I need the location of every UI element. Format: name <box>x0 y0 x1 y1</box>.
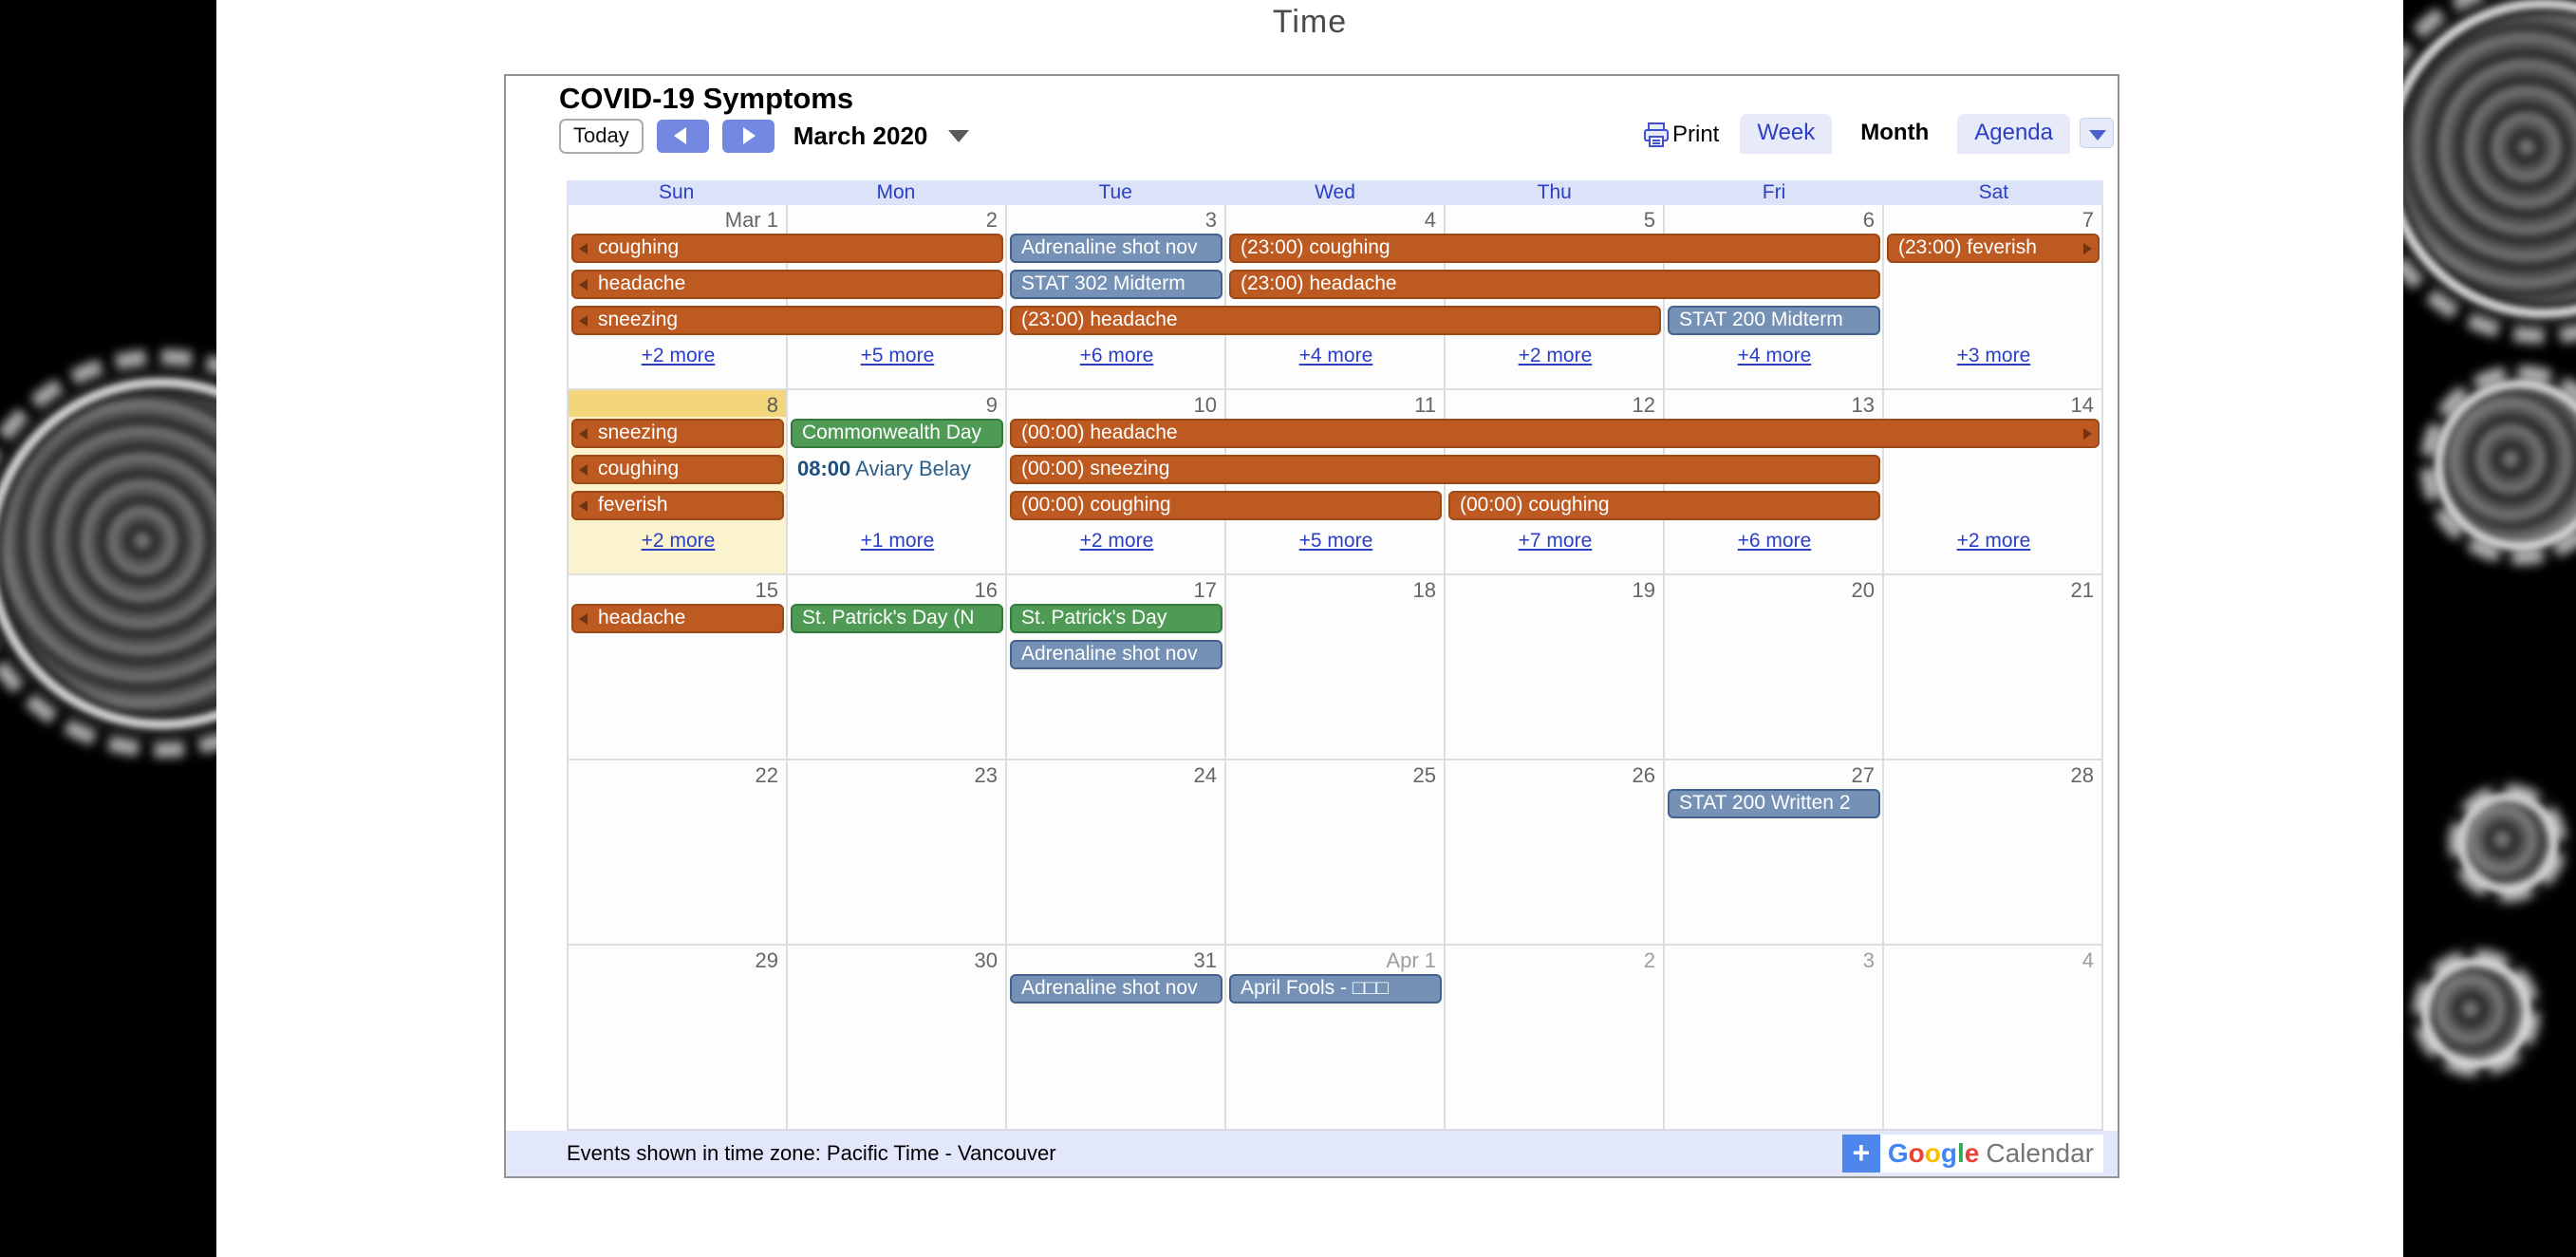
date-number[interactable]: 26 <box>1632 763 1655 787</box>
date-number[interactable]: 15 <box>755 578 778 602</box>
timed-event[interactable]: 08:00 Aviary Belay <box>796 457 972 480</box>
date-number[interactable]: 9 <box>985 393 998 417</box>
date-number[interactable]: 23 <box>974 763 998 787</box>
print-label: Print <box>1672 122 1720 147</box>
date-number[interactable]: 16 <box>974 578 998 602</box>
event-bar[interactable]: STAT 200 Written 2 <box>1668 789 1880 818</box>
day-header-row <box>567 180 2103 205</box>
event-bar[interactable]: (23:00) feverish <box>1887 234 2100 263</box>
event-bar[interactable]: (00:00) coughing <box>1010 491 1442 520</box>
right-black-panel <box>2403 0 2576 1257</box>
continues-left-icon <box>579 500 588 512</box>
event-bar[interactable]: sneezing <box>571 306 1003 335</box>
date-number[interactable]: 30 <box>974 948 998 972</box>
date-number[interactable]: 19 <box>1632 578 1655 602</box>
chevron-down-icon <box>2089 130 2106 141</box>
event-bar[interactable]: April Fools - □□□ <box>1229 974 1442 1004</box>
event-bar[interactable]: sneezing <box>571 419 784 448</box>
date-number[interactable]: 25 <box>1412 763 1436 787</box>
date-number[interactable]: 22 <box>755 763 778 787</box>
date-number[interactable]: 13 <box>1851 393 1875 417</box>
date-number[interactable]: 17 <box>1193 578 1217 602</box>
event-bar[interactable]: Adrenaline shot nov <box>1010 640 1223 669</box>
tab-agenda[interactable]: Agenda <box>1957 114 2070 154</box>
day-header-sat: Sat <box>1978 181 2009 203</box>
date-number[interactable]: 29 <box>755 948 778 972</box>
date-number[interactable]: 3 <box>1204 208 1217 232</box>
views-dropdown-button[interactable] <box>2080 118 2114 148</box>
google-logo-letter: e <box>1964 1138 1980 1168</box>
day-header-thu: Thu <box>1537 181 1572 203</box>
more-events-link[interactable]: +6 more <box>1079 345 1154 366</box>
google-logo-letter: g <box>1940 1138 1957 1168</box>
date-number[interactable]: 6 <box>1862 208 1875 232</box>
event-bar[interactable]: headache <box>571 270 1003 299</box>
document-page <box>216 0 2403 1257</box>
virus-image <box>2449 784 2567 902</box>
day-header-sun: Sun <box>658 181 695 203</box>
date-number[interactable]: 31 <box>1193 948 1217 972</box>
event-bar[interactable]: STAT 302 Midterm <box>1010 270 1223 299</box>
continues-left-icon <box>579 613 588 625</box>
chevron-left-icon <box>674 127 686 144</box>
date-number[interactable]: 20 <box>1851 578 1875 602</box>
date-number[interactable]: 4 <box>1424 208 1436 232</box>
date-number[interactable]: 21 <box>2070 578 2094 602</box>
event-bar[interactable]: headache <box>571 604 784 633</box>
more-events-link[interactable]: +4 more <box>1737 345 1812 366</box>
chevron-down-icon[interactable] <box>948 130 969 142</box>
google-logo-letter: o <box>1924 1138 1941 1168</box>
google-logo-letter: o <box>1908 1138 1925 1168</box>
more-events-link[interactable]: +7 more <box>1518 530 1593 552</box>
more-events-link[interactable]: +5 more <box>1298 530 1373 552</box>
print-button[interactable] <box>1642 121 1719 154</box>
event-bar[interactable]: Adrenaline shot nov <box>1010 974 1223 1004</box>
calendar-toolbar-right <box>1642 114 2114 154</box>
continues-left-icon <box>579 315 588 327</box>
more-events-link[interactable]: +2 more <box>641 345 716 366</box>
day-header-wed: Wed <box>1315 181 1355 203</box>
date-number[interactable]: 12 <box>1632 393 1655 417</box>
tab-week[interactable]: Week <box>1740 114 1832 154</box>
continues-left-icon <box>579 279 588 291</box>
date-number[interactable]: 2 <box>1643 948 1655 972</box>
date-number[interactable]: 4 <box>2081 948 2094 972</box>
date-number[interactable]: 27 <box>1851 763 1875 787</box>
continues-left-icon <box>579 428 588 440</box>
date-number[interactable]: 14 <box>2070 393 2094 417</box>
tab-month[interactable]: Month <box>1843 114 1946 154</box>
week-row-5 <box>567 946 2103 1131</box>
event-bar[interactable]: Adrenaline shot nov <box>1010 234 1223 263</box>
today-button[interactable]: Today <box>559 119 644 154</box>
date-number[interactable]: 11 <box>1414 393 1436 417</box>
day-header-mon: Mon <box>876 181 916 203</box>
event-bar[interactable]: coughing <box>571 455 784 484</box>
date-number[interactable]: 28 <box>2070 763 2094 787</box>
event-bar[interactable]: St. Patrick's Day (N <box>791 604 1003 633</box>
google-logo-letter: G <box>1887 1138 1909 1168</box>
week-row-1 <box>567 205 2103 390</box>
more-events-link[interactable]: +4 more <box>1298 345 1373 366</box>
printer-icon <box>1642 121 1671 149</box>
next-month-button[interactable] <box>722 120 775 153</box>
more-events-link[interactable]: +3 more <box>1956 345 2031 366</box>
more-events-link[interactable]: +1 more <box>860 530 935 552</box>
continues-right-icon <box>2083 428 2092 440</box>
event-bar[interactable]: coughing <box>571 234 1003 263</box>
more-events-link[interactable]: +2 more <box>1956 530 2031 552</box>
more-events-link[interactable]: +5 more <box>860 345 935 366</box>
event-bar[interactable]: St. Patrick's Day <box>1010 604 1223 633</box>
date-number[interactable]: 24 <box>1193 763 1217 787</box>
date-number[interactable]: 2 <box>985 208 998 232</box>
event-bar[interactable]: feverish <box>571 491 784 520</box>
continues-left-icon <box>579 464 588 476</box>
date-number[interactable]: 8 <box>569 390 786 417</box>
week-row-3 <box>567 575 2103 760</box>
calendar-title: COVID-19 Symptoms <box>559 82 854 115</box>
date-number[interactable]: Apr 1 <box>1386 948 1436 972</box>
day-header-tue: Tue <box>1098 181 1132 203</box>
calendar-toolbar-left <box>559 118 969 154</box>
event-bar[interactable]: Commonwealth Day <box>791 419 1003 448</box>
week-row-2 <box>567 390 2103 575</box>
more-events-link[interactable]: +6 more <box>1737 530 1812 552</box>
continues-left-icon <box>579 243 588 254</box>
timezone-note: Events shown in time zone: Pacific Time - Vancouver <box>567 1141 1056 1165</box>
date-number[interactable]: 5 <box>1643 208 1655 232</box>
event-bar[interactable]: (23:00) headache <box>1010 306 1661 335</box>
date-number[interactable]: Mar 1 <box>724 208 778 232</box>
page-title: Time <box>1272 4 1348 40</box>
date-number[interactable]: 10 <box>1193 393 1217 417</box>
virus-image <box>2413 949 2540 1077</box>
google-calendar-logo <box>1880 1135 2103 1173</box>
virus-image <box>2420 366 2576 565</box>
event-bar[interactable]: STAT 200 Midterm <box>1668 306 1880 335</box>
date-number[interactable]: 3 <box>1862 948 1875 972</box>
continues-right-icon <box>2083 243 2092 254</box>
google-calendar-badge[interactable] <box>1842 1135 2103 1173</box>
virus-image <box>2403 0 2576 344</box>
event-bar[interactable]: (00:00) sneezing <box>1010 455 1880 484</box>
day-header-fri: Fri <box>1762 181 1786 203</box>
calendar-footer <box>506 1131 2118 1176</box>
event-bar[interactable]: (23:00) headache <box>1229 270 1880 299</box>
prev-month-button[interactable] <box>657 120 709 153</box>
event-bar[interactable]: (00:00) headache <box>1010 419 2100 448</box>
virus-image <box>0 349 216 758</box>
google-calendar-embed <box>504 74 2119 1178</box>
current-month-label: March 2020 <box>793 121 928 150</box>
date-number[interactable]: 7 <box>2081 208 2094 232</box>
left-black-panel <box>0 0 216 1257</box>
month-grid <box>567 180 2103 1131</box>
google-logo-letter: l <box>1957 1138 1965 1168</box>
add-to-google-calendar-button[interactable]: + <box>1842 1135 1880 1173</box>
event-bar[interactable]: (00:00) coughing <box>1448 491 1880 520</box>
more-events-link[interactable]: +2 more <box>1518 345 1593 366</box>
week-row-4 <box>567 760 2103 946</box>
more-events-link[interactable]: +2 more <box>641 530 716 552</box>
event-bar[interactable]: (23:00) coughing <box>1229 234 1880 263</box>
date-number[interactable]: 18 <box>1412 578 1436 602</box>
more-events-link[interactable]: +2 more <box>1079 530 1154 552</box>
chevron-right-icon <box>743 127 756 144</box>
calendar-word: Calendar <box>1986 1138 2094 1168</box>
